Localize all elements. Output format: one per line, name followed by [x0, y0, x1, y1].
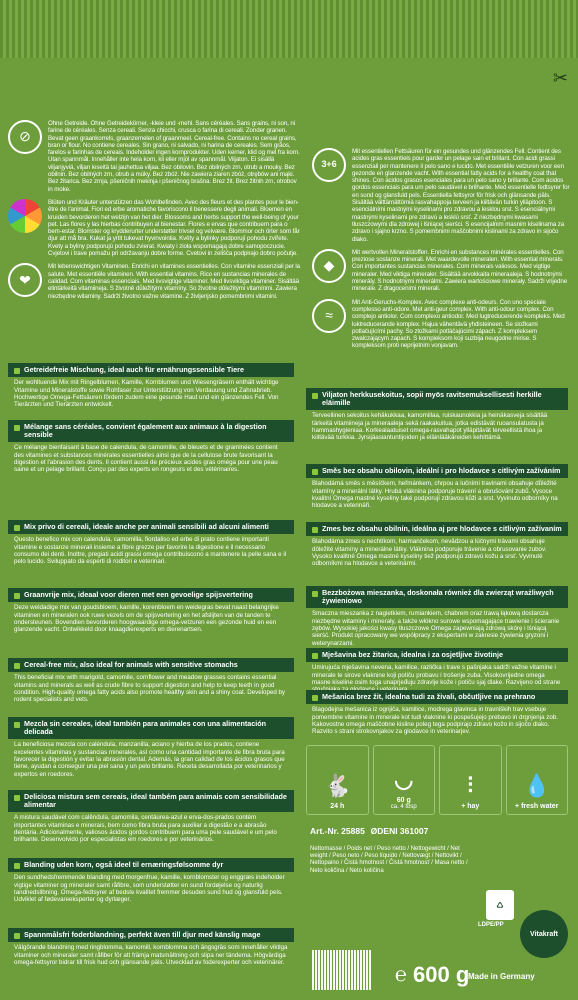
- grain-free-icon: ⊘: [8, 120, 42, 154]
- desc-title: Směs bez obsahu obilovin, ideální i pro hlodavce s citlivým zažíváním: [306, 464, 568, 478]
- desc-title: Zmes bez obsahu obilnín, ideálna aj pre hlodavce s citlivým zažívaním: [306, 522, 568, 536]
- desc-fi: [306, 388, 568, 444]
- net-weight-label: Nettomasse / Poids net / Peso netto / Nettogewicht / Net weight / Peso neto / Peso líquido / Nettovægt / Nettovikt / Nettopaino / Čistá hmotnost / Čistá hmotnosť / Masa netto / Neto količina / Neto količina: [310, 846, 468, 874]
- feature-grain-free: [8, 120, 300, 193]
- feature-flowers: [8, 199, 300, 257]
- desc-body: Deze weldadige mix van goudsbloem, kamille, korenbloem en weidegras bevat naast belangrijke vitaminen en mineralen ook ruwe vezels om de spijsvertering en het afslijten van de tanden te ondersteunen. Bovendien bevorderen hoogwaardige omega-vetzuren een gezonde huid en een glanzende vacht. Ontwikkeld door knaagdierexperts en dierenartsen.: [14, 604, 279, 634]
- made-in-label: Made in Germany: [468, 972, 535, 981]
- feature-text: Mit Anti-Geruchs-Komplex. Avec complexe anti-odeurs. Con uno speciale complesso anti-odore. Met anti-geur complex. With anti-odour complex. Con complejo antiolor. Com complexo antiodor. Med lugtreducerende kompleks. Med luktreducerande komplex. Hajua vähentävä yhdisteineen. Se složkami potlačujícími pachy. So zložkami potláčajúcimi zápach. Z kompleksem zwalczającym zapach. S kompleksom koji suzbija neugodne mirise. S kompleksom proti neprijetnim vonjavam.: [352, 298, 565, 350]
- feature-text: Mit lebenswichtigen Vitaminen. Enrichi en vitamines essentielles. Con vitamine essenziali per la salute. Met essentiële vitaminen. With essential vitamins. Rico en sustancias minerales de calidad. Com vitaminas essenciais. Med livsvigtige vitaminer. Med livsviktiga vitaminer. Sisältää elintärkeitä vitamiineja. S životně důležitými vitamíny. So životne dôležitými vitamínmi. Zawiera niezbędne witaminy. Sadrži životno važne vitamine. Z življenjsko pomembnimi vitamini.: [48, 263, 301, 300]
- desc-body: La beneficiosa mezcla con caléndula, manzanilla, aciano y hierba de los prados, contiene excelentes vitaminas y sustancias minerales, así como una cantidad importante de fibra bruta para favorecer la digestión y evitar la abrasión dental. Además, la gran calidad de los ácidos grasos que tiene, ayudan a conseguir una piel sana y un pelo brillante. Receta desarrollada por veterinarios y expertos en roedores.: [14, 741, 285, 778]
- desc-title: Graanvrije mix, ideaal voor dieren met een gevoelige spijsvertering: [8, 588, 294, 602]
- feeding-label: 60 g: [396, 797, 411, 804]
- feature-text: Blüten und Kräuter unterstützen das Wohlbefinden. Avec des fleurs et des plantes pour le bien-être de l'animal. Fiori ed erbe aromatiche favoriscono il benessere degli animali. Bloemen en kruiden bevorderen het welzijn van het dier. Blossoms and herbs support the well-being of your pet. Las flores y las hierbas contribuyen al bienestar. Flores e ervas que contribuem para o bem-estar. Blomster og krydderurter understøtter trivsel og velvære. Blommor och örter som får djur att må bra. Kukat ja yrtit tukevat hyvinvointia. Květy a bylinky podporují pohodu zvířete. Kvety a byliny podporujú pohodu zvierat. Kwiaty i zioła wspomagają dobre samopoczucie. Cvjetovi i trave pomažu pri održavanju dobre forme. Cvetovi in zelišča podpirajo dobro počutje.: [48, 198, 300, 258]
- feeding-item-time: [306, 745, 369, 815]
- feature-text: Mit wertvollen Mineralstoffen. Enrichi en substances minérales essentielles. Con preziose sostanze minerali. Met waardevolle mineralen. With essential minerals. Con importantes sustancias minerales. Com minerais valiosos. Med vigtige mineraler. Med viktiga mineraler. Sisältää arvokkaita mineraaleja. S hodnotnými minerály. S hodnotnými minerálmi. Zawiera wartościowe minerały. Sadrži vrijedne minerale. Z dragocenimi minerali.: [352, 248, 568, 293]
- desc-body: Ce mélange bienfaisant à base de calendula, de camomille, de bleuets et de graminées contient des vitamines et substances minérales essentielles ainsi que de la cellulose brute favorisant la digestion et l'abrasion des dents. Il contient aussi de précieux acides gras oméga pour une peau saine et un pelage brillant. Conçu par des experts en rongeurs et des vétérinaires.: [14, 444, 278, 474]
- desc-hr: [306, 648, 568, 695]
- desc-fr: [8, 420, 294, 476]
- feature-text: Ohne Getreide. Ohne Getreidekörner, -kleie und -mehl. Sans céréales. Sans grains, ni son, ni farine de céréales. Senza cereali. Senza chicchi, crusca o farina di cereali. Zonder granen. Bevat geen graankorrels, graanzemelen of graanmeel. Cereal-free. Contains no cereal grains, bran or flour. No contiene cereales. Sin grano, ni salvado, ni harina de cereales. Sem grãos, farelos e farinhas de cereais. Indeholder ingen kornprodukter. Uden kerner, klid og mel fra korn. Utan spannmål. Innehåller inte hela korn, kli eller mjöl av spannmål. Viljaton. Ei sisällä viljanjyviä, viljan leseitä tai jauhettua viljaa. Bez obilovin. Bez obilných zrn, otrub a mouky. Bez obilnin. Bez obilných zrn, otrub a múky. Bez zbóż. Nie zawiera ziaren zbóż, otrębów ani mąki. Bez žitarica. Bez zrnja, pšeničnih mekinja i pšeničnog brašna. Brez žit. Brez žitnih zrn, otrobov in moke.: [48, 120, 300, 193]
- desc-title: Spannmålsfri foderblandning, perfekt även till djur med känslig mage: [8, 928, 294, 942]
- desc-body: Der wohltuende Mix mit Ringelblumen, Kamille, Kornblumen und Wiesengräsern enthält wichtige Vitamine und Mineralstoffe sowie Rohfaser zur Unterstützung von Verdauung und Zahnabrieb. Hochwertige Omega-Fettsäuren fördern zudem eine gesunde Haut und ein glänzendes Fell. Von Tierärzten und Tierärzten entwickelt.: [14, 379, 279, 409]
- desc-body: Questo benefico mix con calendula, camomilla, fiordaliso ed erbe di prato contiene importanti vitamine e sostanze minerali insieme a fibre grezze per favorire la digestione e il necessario consumo dei denti. Inoltre, pregiati acidi grassi omega contribuiscono a mantenere la pelle sana e il pelo lucido. Sviluppato da esperti di roditori e veterinari.: [14, 536, 287, 566]
- anti-odour-icon: ≈: [312, 299, 346, 333]
- feeding-label: 24 h: [330, 803, 345, 810]
- left-feature-list: [8, 120, 300, 306]
- desc-nl: [8, 588, 294, 635]
- desc-sk: [306, 522, 568, 569]
- desc-body: Umirujuća mješavina nevena, kamilice, različka i trave s pašnjaka sadrži važne vitamine i minerale te sirove vlaknine koji potiču probavu i trošenje zuba. Visokovrijedne omega masne kiseline osim toga unaprjeđuju zdravlje kože i potiču sjaj dlake. Razvijeno od strane: [312, 664, 561, 686]
- bowl-icon: ◡: [394, 767, 414, 792]
- desc-title: Mješavina bez žitarica, idealna i za osjetljive životinje: [306, 648, 568, 662]
- feeding-guide: [306, 745, 568, 815]
- feeding-label: + fresh water: [515, 803, 559, 810]
- deni-number: ØDENI 361007: [370, 826, 429, 836]
- desc-body: Blahodárná směs s měsíčkem, heřmánkem, chrpou a lučními travinami obsahuje důležité vitamíny a minerální látky. Hrubá vláknina podporuje trávení a obrušování zubů. Vysoce kvalitní Omega mastné kyseliny také podporují zdravou kůži a srst. Vyvinuto odborníky na hlodavce a veterináři.: [312, 480, 558, 510]
- desc-en: [8, 658, 294, 705]
- net-weight-value: 600 g: [413, 962, 470, 987]
- right-feature-list: [312, 148, 570, 356]
- recycling-label: LDPE/PP: [478, 922, 504, 928]
- desc-body: Smaczna mieszanka z nagietkiem, rumiankiem, chabrem oraz trawą łąkową dostarcza niezbędne witaminy i minerały, a także włókno surowe wspomagające trawienie i ścieranie zębów. Wysokiej jakości kwasy tłuszczowe Omega zapewniają zdrową skórę i lśniącą sierść. Produkt opracowany we współpracy z ekspertami w zakresie żywienia gryzoni i weterynarzami.: [312, 610, 560, 647]
- feeding-item-amount: [373, 745, 436, 815]
- estimated-sign: ℮: [395, 963, 408, 986]
- feeding-item-hay: [439, 745, 502, 815]
- desc-body: A mistura saudável com calêndula, camomila, centáurea-azul e erva-dos-prados contém importantes vitaminas e minerais, bem como fibra bruta para auxiliar a digestão e a abrasão dentária. Adicionalmente, valiosos ácidos gordos contribuem para uma pele saudável e um pelo brilhante. Desenvolvido por especialistas em roedores e por veterinários.: [14, 814, 277, 844]
- desc-title: Mešanica brez žit, idealna tudi za živali, občutljive na prehrano: [306, 690, 568, 704]
- brand-logo-text: Vitakraft: [530, 930, 558, 938]
- scissors-icon: ✂: [552, 68, 568, 88]
- colour-flower-icon: [8, 199, 42, 233]
- desc-body: This beneficial mix with marigold, camomile, cornflower and meadow grasses contains essential vitamins and minerals as well as crude fibre to support digestion and help to keep teeth in good condition. High-quality omega fatty acids also promote healthy skin and a shiny coat. Developed by rodent specialists and vets.: [14, 674, 286, 704]
- water-drop-icon: 💧: [523, 773, 551, 798]
- rabbit-icon: 🐇: [323, 773, 351, 798]
- desc-title: Bezzbożowa mieszanka, doskonała również dla zwierząt wrażliwych żywieniowo: [306, 586, 568, 608]
- recycling-icon: ♺: [486, 890, 514, 920]
- desc-title: Blanding uden korn, også ideel til ernæringsfølsomme dyr: [8, 858, 294, 872]
- desc-title: Mix privo di cereali, ideale anche per animali sensibili ad alcuni alimenti: [8, 520, 294, 534]
- desc-pt: [8, 790, 294, 846]
- desc-title: Cereal-free mix, also ideal for animals with sensitive stomachs: [8, 658, 294, 672]
- feeding-item-water: [506, 745, 569, 815]
- desc-da: [8, 858, 294, 905]
- desc-title: Mélange sans céréales, convient également aux animaux à la digestion sensible: [8, 420, 294, 442]
- desc-it: [8, 520, 294, 567]
- desc-body: Terveellinen sekoitus kehäkukkaa, kamomillaa, ruiskaunokkia ja heinäkasveja sisältää tärkeitä vitamiineja ja mineraaleja sekä raakakuitua, jotka edistävät ruoansulatusta ja hammashygieniaa. Korkealaatuiset omega-rasvahapot ylläpitävät terveellistä ihoa ja kiiltävää turkkia. Jyrsijäasiantuntijoiden ja eläinlääkäreiden kehittämä.: [312, 412, 548, 442]
- article-number-line: [310, 827, 428, 838]
- feeding-sublabel: ca. 4 tbsp: [390, 804, 417, 810]
- desc-title: Deliciosa mistura sem cereais, ideal também para animais com sensibilidade alimentar: [8, 790, 294, 812]
- desc-body: Blahodárna zmes s nechtíkom, harmančekom, nevädzou a lúčnymi trávami obsahuje dôležité vitamíny a minerálne látky. Vláknina podporuje trávenie a obrusovanie zubov. Vysoko kvalitné Omega mastné kyseliny tiež podporujú zdravú kožu a srsť. Vyvinuté odborníkmi na hlodavce a veterinármi.: [312, 538, 547, 568]
- feature-minerals: [312, 249, 570, 293]
- desc-title: Viljaton herkkusekoitus, sopii myös ravitsemuksellisesti herkille eläimille: [306, 388, 568, 410]
- hay-icon: ⫶: [467, 773, 473, 798]
- feature-vitamins: [8, 263, 300, 299]
- omega-3-6-icon: 3+6: [312, 148, 346, 182]
- mineral-crystal-icon: ◆: [312, 249, 346, 283]
- brand-logo: [520, 910, 568, 958]
- feature-text: Mit essentiellen Fettsäuren für ein gesundes und glänzendes Fell. Contient des acides gras essentiels pour garder un pelage sain et brillant. Con acidi grassi essenziali per mantenere il pelo sano e lucido. Met essentiële vetzuren voor een gezonde en glanzende vacht. With essential fatty acids for a healthy coat that shines. Con ácidos grasos esenciales para un pelo sano y brillante. Com ácidos gordos essenciais para um pelo saudável e brilhante. Med essentielle fedtsyrer for en sund og glansfuld pels. Essentiella fettsyror för frisk och glänsande päls. Sisältää välttämättömiä rasvahappoja terveen ja kiiltävän turkin ylläpitoon. S esenciálními mastnými kyselinami pro zdravou a lesklou srst. S esenciálnymi mastnými kyselinami pre zdravú a lesklú srsť. Z niezbędnymi kwasami tłuszczowymi dla zdrowej i lśniącej sierści. S esencijalnim masnim kiselinama za zdravo i sjajno krzno. S pomembnimi maščobnimi kislinami za zdravo in sijočo dlako.: [352, 148, 570, 243]
- vitamin-heart-icon: ❤: [8, 263, 42, 297]
- desc-body: Blagodejna mešanica iz ognjiča, kamilice, modrega glavinca in travniških trav vsebuje pomembne vitamine in minerale kot tudi vlaknine ki pospešujejo prebavo in drgnjenja zob. Kakovostne omega maščobne kisline poleg tega podpirajo zdravo kožo in sijočo dlako. Razvito s strani strokovnjakov za glodavce in veterinarjev.: [312, 706, 558, 736]
- desc-de: [8, 363, 294, 410]
- article-number: Art.-Nr. 25885: [310, 826, 365, 836]
- desc-body: Välgörande blandning med ringblomma, kamomill, kornblomma och ängsgräs som innehåller viktiga vitaminer och mineraler samt råfiber för att främja matsmältning och slipa ner tänderna. Högvärdiga omega-fettsyror bidrar till frisk hud och glänsande päls. Utvecklad av foderexperter och veterinärer.: [14, 944, 288, 966]
- top-crimp-seal: [0, 0, 578, 58]
- feature-anti-odour: [312, 299, 570, 350]
- desc-pl: [306, 586, 568, 649]
- desc-title: Mezcla sin cereales, ideal también para animales con una alimentación delicada: [8, 717, 294, 739]
- weight-display: [395, 962, 469, 988]
- desc-cs: [306, 464, 568, 511]
- desc-title: Getreidefreie Mischung, ideal auch für ernährungssensible Tiere: [8, 363, 294, 377]
- desc-body: Den sundhedsfremmende blanding med morgenfrue, kamille, kornblomster og enggræs indeholder vigtige vitaminer og mineraler samt råfibre, som understøtter en sund fordøjelse og naturlig tandnedslibning. Omega-fedtsyrer af bedste kvalitet fremmer desuden sund hud og glansfuld pels. Udviklet af fødevareeksperter og dyrlæger.: [14, 874, 285, 904]
- barcode: [312, 950, 372, 990]
- feeding-label: + hay: [461, 803, 480, 810]
- desc-es: [8, 717, 294, 780]
- desc-sv: [8, 928, 294, 968]
- desc-sl: [306, 690, 568, 737]
- feature-omega: [312, 148, 570, 243]
